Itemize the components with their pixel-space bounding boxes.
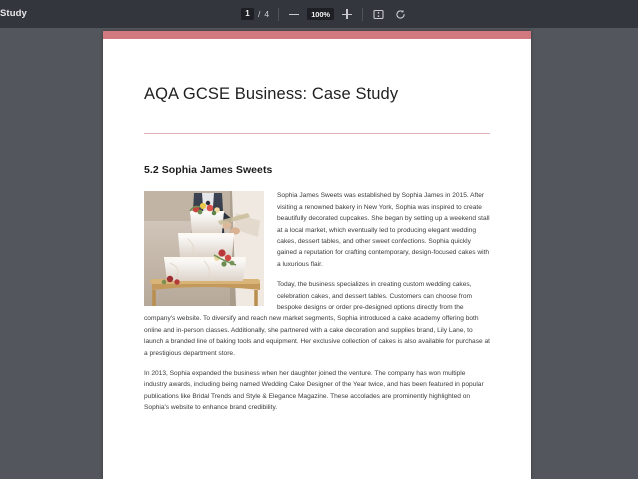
toolbar-divider-2 — [362, 8, 363, 21]
body-content — [144, 190, 490, 413]
pdf-page-scroll-area[interactable] — [0, 28, 638, 479]
zoom-in-button[interactable] — [341, 8, 353, 20]
document-heading: AQA GCSE Business: Case Study — [144, 85, 399, 103]
pdf-toolbar — [0, 0, 638, 28]
fit-to-page-icon[interactable] — [372, 8, 385, 21]
toolbar-icon-group — [372, 8, 407, 21]
toolbar-divider-1 — [278, 8, 279, 21]
page-content — [103, 39, 531, 414]
zoom-level-value[interactable]: 100% — [307, 8, 334, 20]
paragraph-1: Sophia James Sweets was established by Sophia James in 2015. After visiting a renowned bakery in New York, Sophia was inspired to create beautifully decorated cupcakes. She began by setting up a weekend stall at a local market, which eventually led to producing elegant wedding cakes, dessert tables, and other sweet confections. Sophia quickly gained a reputation for crafting contemporary, design-focused cakes with a luxurious flair. — [277, 192, 490, 268]
toolbar-controls — [241, 0, 407, 28]
title-divider-rule — [144, 133, 490, 134]
document-title-label: Study — [0, 8, 27, 19]
rotate-counterclockwise-icon[interactable] — [394, 8, 407, 21]
page-separator: / — [258, 9, 261, 19]
page-total-label: 4 — [264, 9, 270, 19]
paragraph-3: In 2013, Sophia expanded the business when her daughter joined the venture. The company has won multiple industry awards, including being named Wedding Cake Designer of the Year twice, and has been featured in popular publications like Bridal Trends and Style & Elegance Magazine. These accolades are prominently highlighted on Sophia's website to enhance brand credibility. — [144, 370, 484, 412]
zoom-controls-group — [288, 8, 353, 20]
section-heading: 5.2 Sophia James Sweets — [144, 164, 273, 177]
page-number-input[interactable]: 1 — [241, 8, 254, 20]
page-accent-band — [103, 31, 531, 39]
pdf-page-1 — [103, 31, 531, 479]
paragraph-2: Today, the business specializes in creating custom wedding cakes, celebration cakes, and dessert tables. Customers can choose from bespoke designs or order pre-designed options directly from the company's website. To diversify and reach new market segments, Sophia introduced a cake academy offering both online and in-person classes. Additionally, she partnered with a cake decoration and supplies brand, Lily Lane, to launch a branded line of baking tools and equipment. Her exclusive collection of cakes is also available for purchase at a prestigious department store. — [144, 281, 491, 357]
wedding-cake-photo — [144, 191, 264, 306]
zoom-out-button[interactable] — [288, 8, 300, 20]
page-navigation-group — [241, 8, 269, 20]
